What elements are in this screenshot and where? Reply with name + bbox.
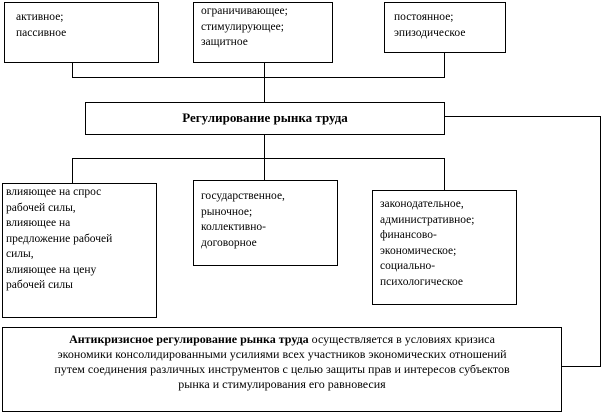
right-connector-h2	[562, 366, 601, 367]
top-link-2	[264, 63, 265, 77]
bottom-link-3	[444, 158, 445, 190]
center-title: Регулирование рынка труда	[182, 110, 348, 125]
bottom-box-methods-line: социально-	[380, 260, 436, 272]
bottom-box-influence-line: рабочей силы,	[6, 201, 76, 214]
top-link-1	[72, 63, 73, 77]
top-box-duration-line: эпизодическое	[394, 26, 466, 39]
footer-line-1-rest: осуществляется в условиях кризиса	[308, 332, 495, 346]
top-box-type-line: защитное	[201, 36, 248, 48]
center-down	[264, 135, 265, 158]
bottom-box-influence-line: рабочей силы	[6, 279, 73, 291]
top-box-type-line: стимулирующее;	[201, 20, 284, 33]
bottom-box-subject-line: договорное	[201, 236, 257, 249]
bottom-box-methods-line: законодательное,	[380, 198, 464, 210]
footer-line-2: экономики консолидированными усилиями всех участников экономических отношений	[57, 347, 507, 361]
bottom-box-influence-line: влияющее на цену	[6, 263, 97, 276]
bottom-link-2	[264, 158, 265, 180]
bottom-box-influence-line: влияющее на спрос	[6, 186, 102, 198]
bottom-box-subject-line: рыночное;	[201, 205, 253, 218]
bottom-box-methods-line: финансово-	[380, 229, 437, 241]
right-connector-v	[600, 116, 601, 367]
top-link-3	[444, 53, 445, 77]
footer-line-1	[2, 332, 562, 347]
bottom-link-1	[72, 158, 73, 183]
bottom-box-subject-line: государственное,	[201, 190, 285, 202]
top-to-center	[264, 77, 265, 102]
top-box-activity-line: пассивное	[16, 26, 67, 39]
bottom-box-methods-line: психологическое	[380, 275, 463, 288]
bottom-bus	[72, 158, 445, 159]
footer-bold-term: Антикризисное регулирование рынка труда	[69, 332, 309, 346]
bottom-box-methods-line: административное;	[380, 213, 475, 226]
top-box-activity-line: активное;	[16, 11, 64, 23]
right-connector-h	[445, 116, 600, 117]
top-box-duration-line: постоянное;	[394, 11, 454, 23]
footer-line-4: рынка и стимулирования его равновесия	[178, 377, 386, 391]
bottom-box-influence-line: силы,	[6, 248, 34, 260]
footer-line-3: путем соединения различных инструментов с целью защиты прав и интересов субъектов	[54, 362, 510, 376]
top-bus	[72, 77, 445, 78]
bottom-box-influence-line: влияющее на	[6, 217, 71, 229]
bottom-box-methods-line: экономическое;	[380, 244, 457, 257]
top-box-type-line: ограничивающее;	[201, 5, 288, 17]
bottom-box-subject-line: коллективно-	[201, 221, 266, 233]
bottom-box-influence-line: предложение рабочей	[6, 232, 113, 245]
